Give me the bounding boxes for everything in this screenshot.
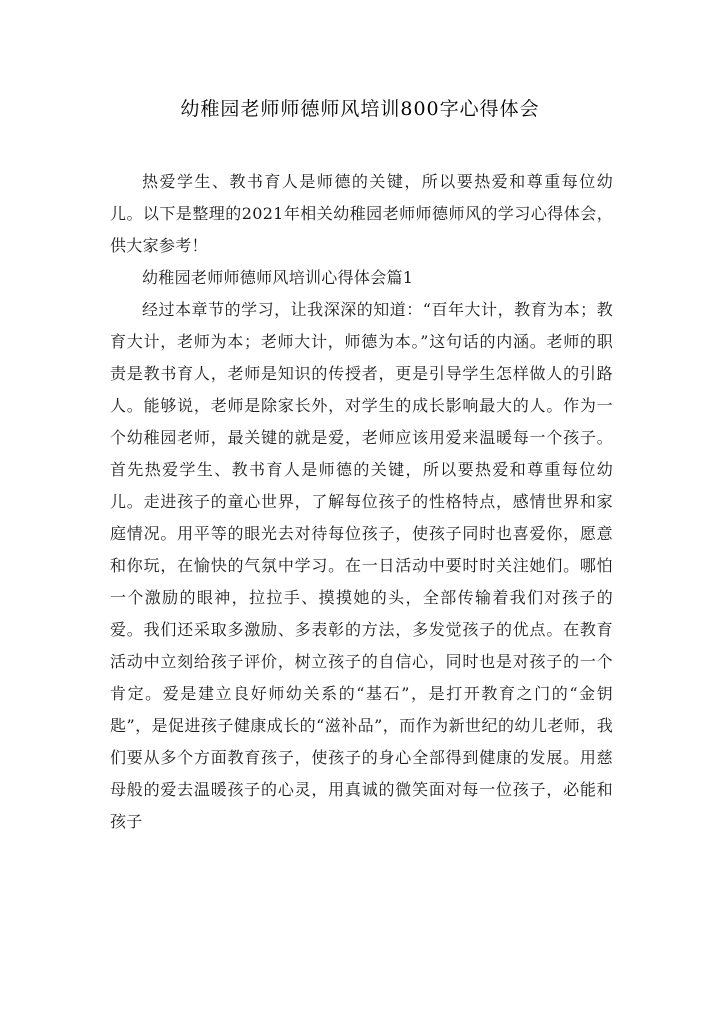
section-heading: 幼稚园老师师德师风培训心得体会篇1 bbox=[142, 268, 414, 287]
document-body bbox=[110, 166, 613, 838]
section-body-paragraph: 经过本章节的学习，让我深深的知道：“百年大计，教育为本；教育大计，老师为本；老师大计，师德为本。”这句话的内涵。老师的职责是教书育人，老师是知识的传授者，更是引导学生怎样做人的引路人。能够说，老师是除家长外，对学生的成长影响最大的人。作为一个幼稚园老师，最关键的就是爱，老师应该用爱来温暖每一个孩子。首先热爱学生、教书育人是师德的关键，所以要热爱和尊重每位幼儿。走进孩子的童心世界，了解每位孩子的性格特点，感情世界和家庭情况。用平等的眼光去对待每位孩子，使孩子同时也喜爱你，愿意和你玩，在愉快的气氛中学习。在一日活动中要时时关注她们。哪怕一个激励的眼神，拉拉手、摸摸她的头，全部传输着我们对孩子的爱。我们还采取多激励、多表彰的方法，多发觉孩子的优点。在教育活动中立刻给孩子评价，树立孩子的自信心，同时也是对孩子的一个肯定。爱是建立良好师幼关系的“基石”，是打开教育之门的“金钥匙”，是促进孩子健康成长的“滋补品”，而作为新世纪的幼儿老师，我们要从多个方面教育孩子，使孩子的身心全部得到健康的发展。用慈母般的爱去温暖孩子的心灵，用真诚的微笑面对每一位孩子，必能和孩子 bbox=[110, 300, 613, 831]
intro-paragraph: 热爱学生、教书育人是师德的关键，所以要热爱和尊重每位幼儿。以下是整理的2021年相关幼稚园老师师德师风的学习心得体会，供大家参考！ bbox=[110, 172, 613, 255]
document-title: 幼稚园老师师德师风培训800字心得体会 bbox=[180, 98, 540, 120]
